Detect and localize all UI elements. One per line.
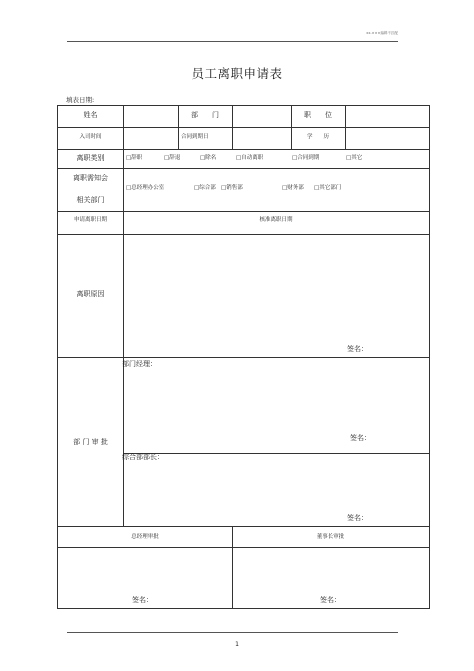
manager-sign-label: 签名： (350, 434, 371, 442)
notify-dept-label-line1: 离职需知会 (73, 174, 108, 182)
option-resign[interactable]: □辞职 (126, 155, 143, 161)
approve-date-label: 核准离职日期 (259, 217, 293, 223)
apply-date-label: 申请离职日期 (73, 217, 107, 223)
option-sales-dept[interactable]: □销售部 (221, 185, 243, 191)
option-other[interactable]: □其它 (346, 155, 363, 161)
row-divider (58, 357, 429, 358)
row-divider (58, 127, 429, 128)
chairman-approval-label: 董事长审批 (316, 534, 345, 540)
col-divider (345, 106, 346, 149)
hire-date-label: 入司时间 (79, 134, 102, 140)
col-divider (232, 106, 233, 149)
dept-approval-label: 部 门 审 批 (73, 438, 108, 446)
option-other-dept[interactable]: □其它部门 (314, 185, 342, 191)
name-label: 姓名 (83, 111, 98, 119)
option-expel[interactable]: □除名 (200, 155, 217, 161)
admin-head-label: 综合部部长： (122, 453, 164, 461)
row-divider (58, 149, 429, 150)
resignation-form-table (57, 105, 430, 609)
option-self-leave[interactable]: □自动离职 (236, 155, 264, 161)
dept-manager-label: 部门经理： (122, 360, 157, 368)
option-gm-office[interactable]: □总经理办公室 (126, 185, 165, 191)
education-label: 学 历 (306, 134, 329, 140)
col-divider (123, 106, 124, 526)
row-divider (58, 168, 429, 169)
option-finance-dept[interactable]: □财务部 (282, 185, 304, 191)
gm-approval-label: 总经理审批 (131, 534, 159, 540)
chairman-sign-label: 签名： (320, 596, 341, 604)
gm-sign-label: 签名： (132, 596, 153, 604)
header-rule (67, 41, 398, 42)
footer-rule (67, 632, 398, 633)
option-admin-dept[interactable]: □综合部 (194, 185, 216, 191)
page-number: 1 (235, 641, 239, 648)
position-label: 职 位 (304, 111, 332, 119)
contract-end-label: 合同到期日 (181, 134, 209, 140)
row-divider (58, 211, 429, 212)
row-divider (123, 453, 429, 454)
resign-reason-label: 离职原因 (76, 290, 105, 298)
row-divider (58, 547, 429, 548)
reason-sign-label: 签名： (347, 345, 368, 353)
page-title: 员工离职申请表 (191, 66, 283, 81)
resign-type-label: 离职类别 (76, 154, 105, 162)
header-note: xx-×××编辑不匹配 (366, 31, 398, 35)
option-contract-end[interactable]: □合同到期 (292, 155, 320, 161)
dept-label: 部 门 (191, 111, 219, 119)
notify-dept-label-line2: 相关部门 (76, 196, 105, 204)
fill-date-label: 填表日期: (66, 96, 95, 104)
row-divider (58, 234, 429, 235)
admin-head-sign-label: 签名： (347, 514, 368, 522)
option-dismiss[interactable]: □辞退 (164, 155, 181, 161)
row-divider (58, 526, 429, 527)
